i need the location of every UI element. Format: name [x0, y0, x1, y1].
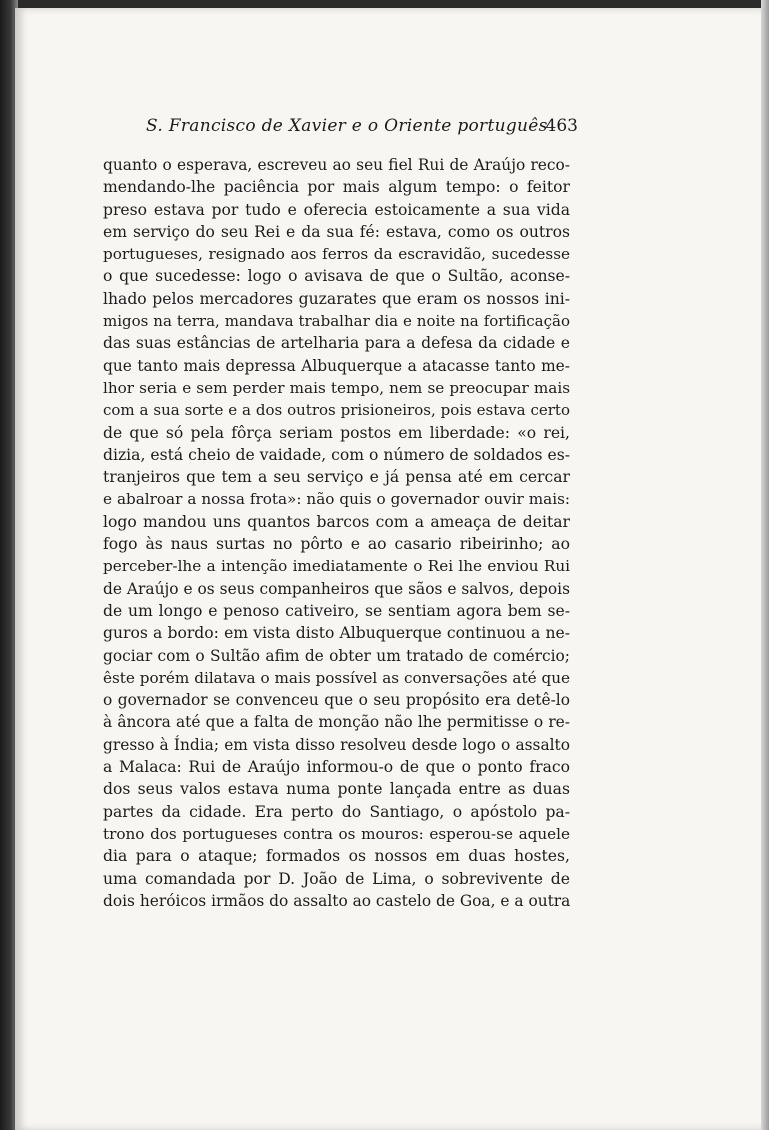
text-line: de Araújo e os seus companheiros que sãos e salvos, depois: [103, 579, 570, 598]
text-line: mendando-lhe paciência por mais algum tempo: o feitor: [103, 178, 570, 197]
text-line: tranjeiros que tem a seu serviço e já pensa até em cercar: [103, 468, 570, 487]
text-line: quanto o esperava, escreveu ao seu fiel Rui de Araújo reco-: [103, 156, 570, 174]
page-number: 463: [545, 116, 578, 136]
text-line: o governador se convenceu que o seu propósito era detê-lo: [103, 691, 570, 710]
text-line: gresso à Índia; em vista disso resolveu desde logo o assalto: [103, 735, 570, 754]
text-line: fogo às naus surtas no pôrto e ao casario ribeirinho; ao: [103, 535, 570, 554]
text-line: gociar com o Sultão afim de obter um tratado de comércio;: [103, 646, 570, 665]
text-line: à âncora até que a falta de monção não lhe permitisse o re-: [103, 713, 570, 732]
text-line: portugueses, resignado aos ferros da escravidão, sucedesse: [103, 245, 570, 264]
text-line: uma comandada por D. João de Lima, o sobrevivente de: [103, 869, 570, 888]
text-line: que tanto mais depressa Albuquerque a atacasse tanto me-: [103, 356, 570, 375]
text-line: êste porém dilatava o mais possível as conversações até que: [103, 668, 570, 687]
body-text: [103, 154, 570, 912]
text-line: o que sucedesse: logo o avisava de que o Sultão, aconse-: [103, 267, 570, 286]
page-header: [146, 116, 578, 136]
text-line: em serviço do seu Rei e da sua fé: estava, como os outros: [103, 222, 570, 241]
text-line: dia para o ataque; formados os nossos em duas hostes,: [103, 847, 570, 866]
text-line: partes da cidade. Era perto do Santiago, o apóstolo pa-: [103, 802, 570, 821]
text-line: lhado pelos mercadores guzarates que eram os nossos ini-: [103, 289, 570, 308]
text-line: e abalroar a nossa frota»: não quis o governador ouvir mais:: [103, 490, 570, 509]
text-line: de um longo e penoso cativeiro, se sentiam agora bem se-: [103, 601, 570, 620]
text-line: dos seus valos estava numa ponte lançada entre as duas: [103, 780, 570, 799]
text-line: lhor seria e sem perder mais tempo, nem se preocupar mais: [103, 378, 570, 397]
text-line: guros a bordo: em vista disto Albuquerque continuou a ne-: [103, 624, 570, 643]
text-line: logo mandou uns quantos barcos com a ameaça de deitar: [103, 512, 570, 531]
text-line: das suas estâncias de artelharia para a defesa da cidade e: [103, 334, 570, 353]
text-line: preso estava por tudo e oferecia estoicamente a sua vida: [103, 200, 570, 219]
text-line: migos na terra, mandava trabalhar dia e noite na fortificação: [103, 312, 570, 331]
text-line: trono dos portugueses contra os mouros: esperou-se aquele: [103, 824, 570, 843]
text-line: dizia, está cheio de vaidade, com o número de soldados es-: [103, 445, 570, 464]
text-line: com a sua sorte e a dos outros prisioneiros, pois estava certo: [103, 401, 570, 420]
text-line: perceber-lhe a intenção imediatamente o Rei lhe enviou Rui: [103, 557, 570, 576]
page-edge: [761, 0, 769, 1130]
text-line: dois heróicos irmãos do assalto ao castelo de Goa, e a outra: [103, 891, 571, 910]
running-title: S. Francisco de Xavier e o Oriente português: [146, 116, 548, 136]
text-line: a Malaca: Rui de Araújo informou-o de que o ponto fraco: [103, 758, 570, 777]
text-line: de que só pela fôrça seriam postos em liberdade: «o rei,: [103, 423, 570, 442]
